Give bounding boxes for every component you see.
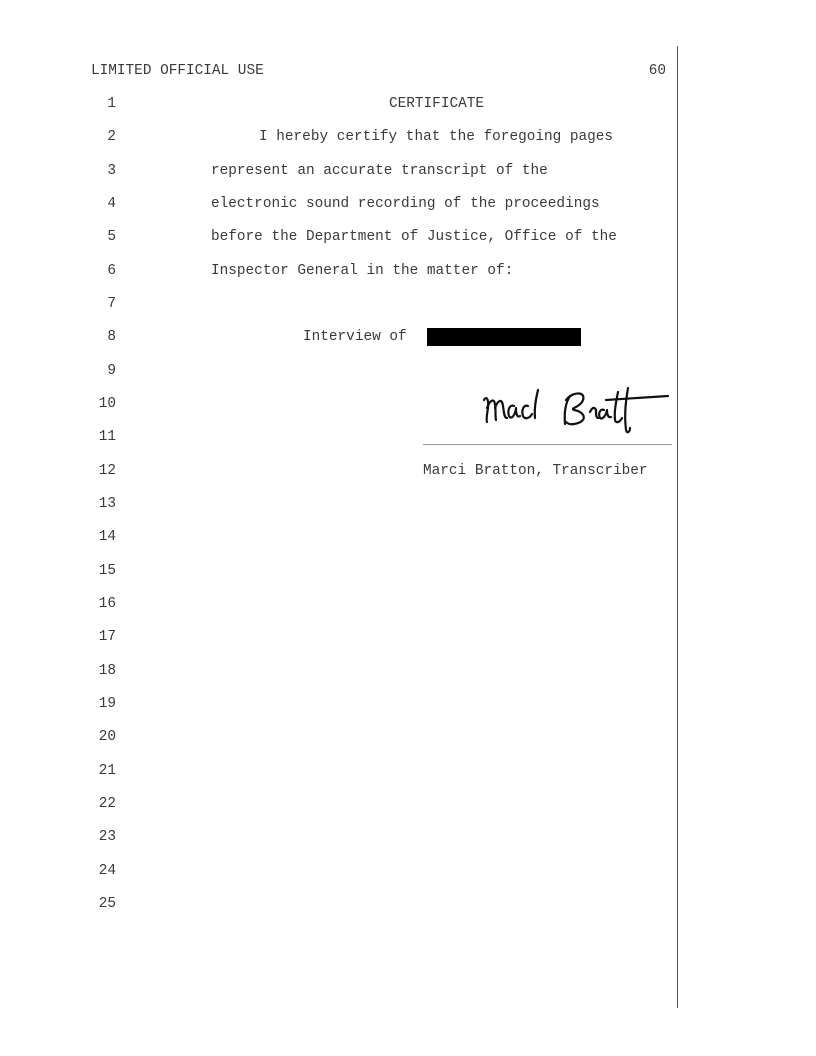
line-number: 2 bbox=[107, 129, 116, 145]
line-number: 12 bbox=[98, 463, 116, 479]
certificate-body-line: before the Department of Justice, Office of the bbox=[211, 229, 617, 245]
line-number: 7 bbox=[107, 296, 116, 312]
certificate-body-line: I hereby certify that the foregoing pages bbox=[259, 129, 614, 145]
line-number: 4 bbox=[107, 196, 116, 212]
page-right-margin-rule bbox=[677, 46, 678, 1008]
line-number: 9 bbox=[107, 363, 116, 379]
line-number: 11 bbox=[98, 429, 116, 445]
line-number: 3 bbox=[107, 163, 116, 179]
redaction-block bbox=[427, 328, 581, 346]
handwritten-signature bbox=[478, 378, 670, 442]
line-number: 8 bbox=[107, 329, 116, 345]
line-number: 14 bbox=[98, 529, 116, 545]
page-number: 60 bbox=[648, 63, 666, 79]
signer-caption: Marci Bratton, Transcriber bbox=[423, 463, 648, 479]
line-number: 25 bbox=[98, 896, 116, 912]
line-number: 17 bbox=[98, 629, 116, 645]
signature-line bbox=[423, 444, 672, 445]
line-number: 10 bbox=[98, 396, 116, 412]
line-number: 1 bbox=[107, 96, 116, 112]
line-number: 13 bbox=[98, 496, 116, 512]
classification-header: LIMITED OFFICIAL USE bbox=[91, 63, 264, 79]
certificate-body-line: represent an accurate transcript of the bbox=[211, 163, 548, 179]
line-number: 20 bbox=[98, 729, 116, 745]
certificate-title: CERTIFICATE bbox=[389, 96, 484, 112]
line-number: 6 bbox=[107, 263, 116, 279]
certificate-body-line: electronic sound recording of the proceedings bbox=[211, 196, 600, 212]
interview-label: Interview of bbox=[303, 329, 407, 345]
line-number: 23 bbox=[98, 829, 116, 845]
line-number: 15 bbox=[98, 563, 116, 579]
line-number: 18 bbox=[98, 663, 116, 679]
line-number: 5 bbox=[107, 229, 116, 245]
certificate-body-line: Inspector General in the matter of: bbox=[211, 263, 514, 279]
line-number: 24 bbox=[98, 863, 116, 879]
line-number: 16 bbox=[98, 596, 116, 612]
line-number: 21 bbox=[98, 763, 116, 779]
line-number: 22 bbox=[98, 796, 116, 812]
line-number: 19 bbox=[98, 696, 116, 712]
